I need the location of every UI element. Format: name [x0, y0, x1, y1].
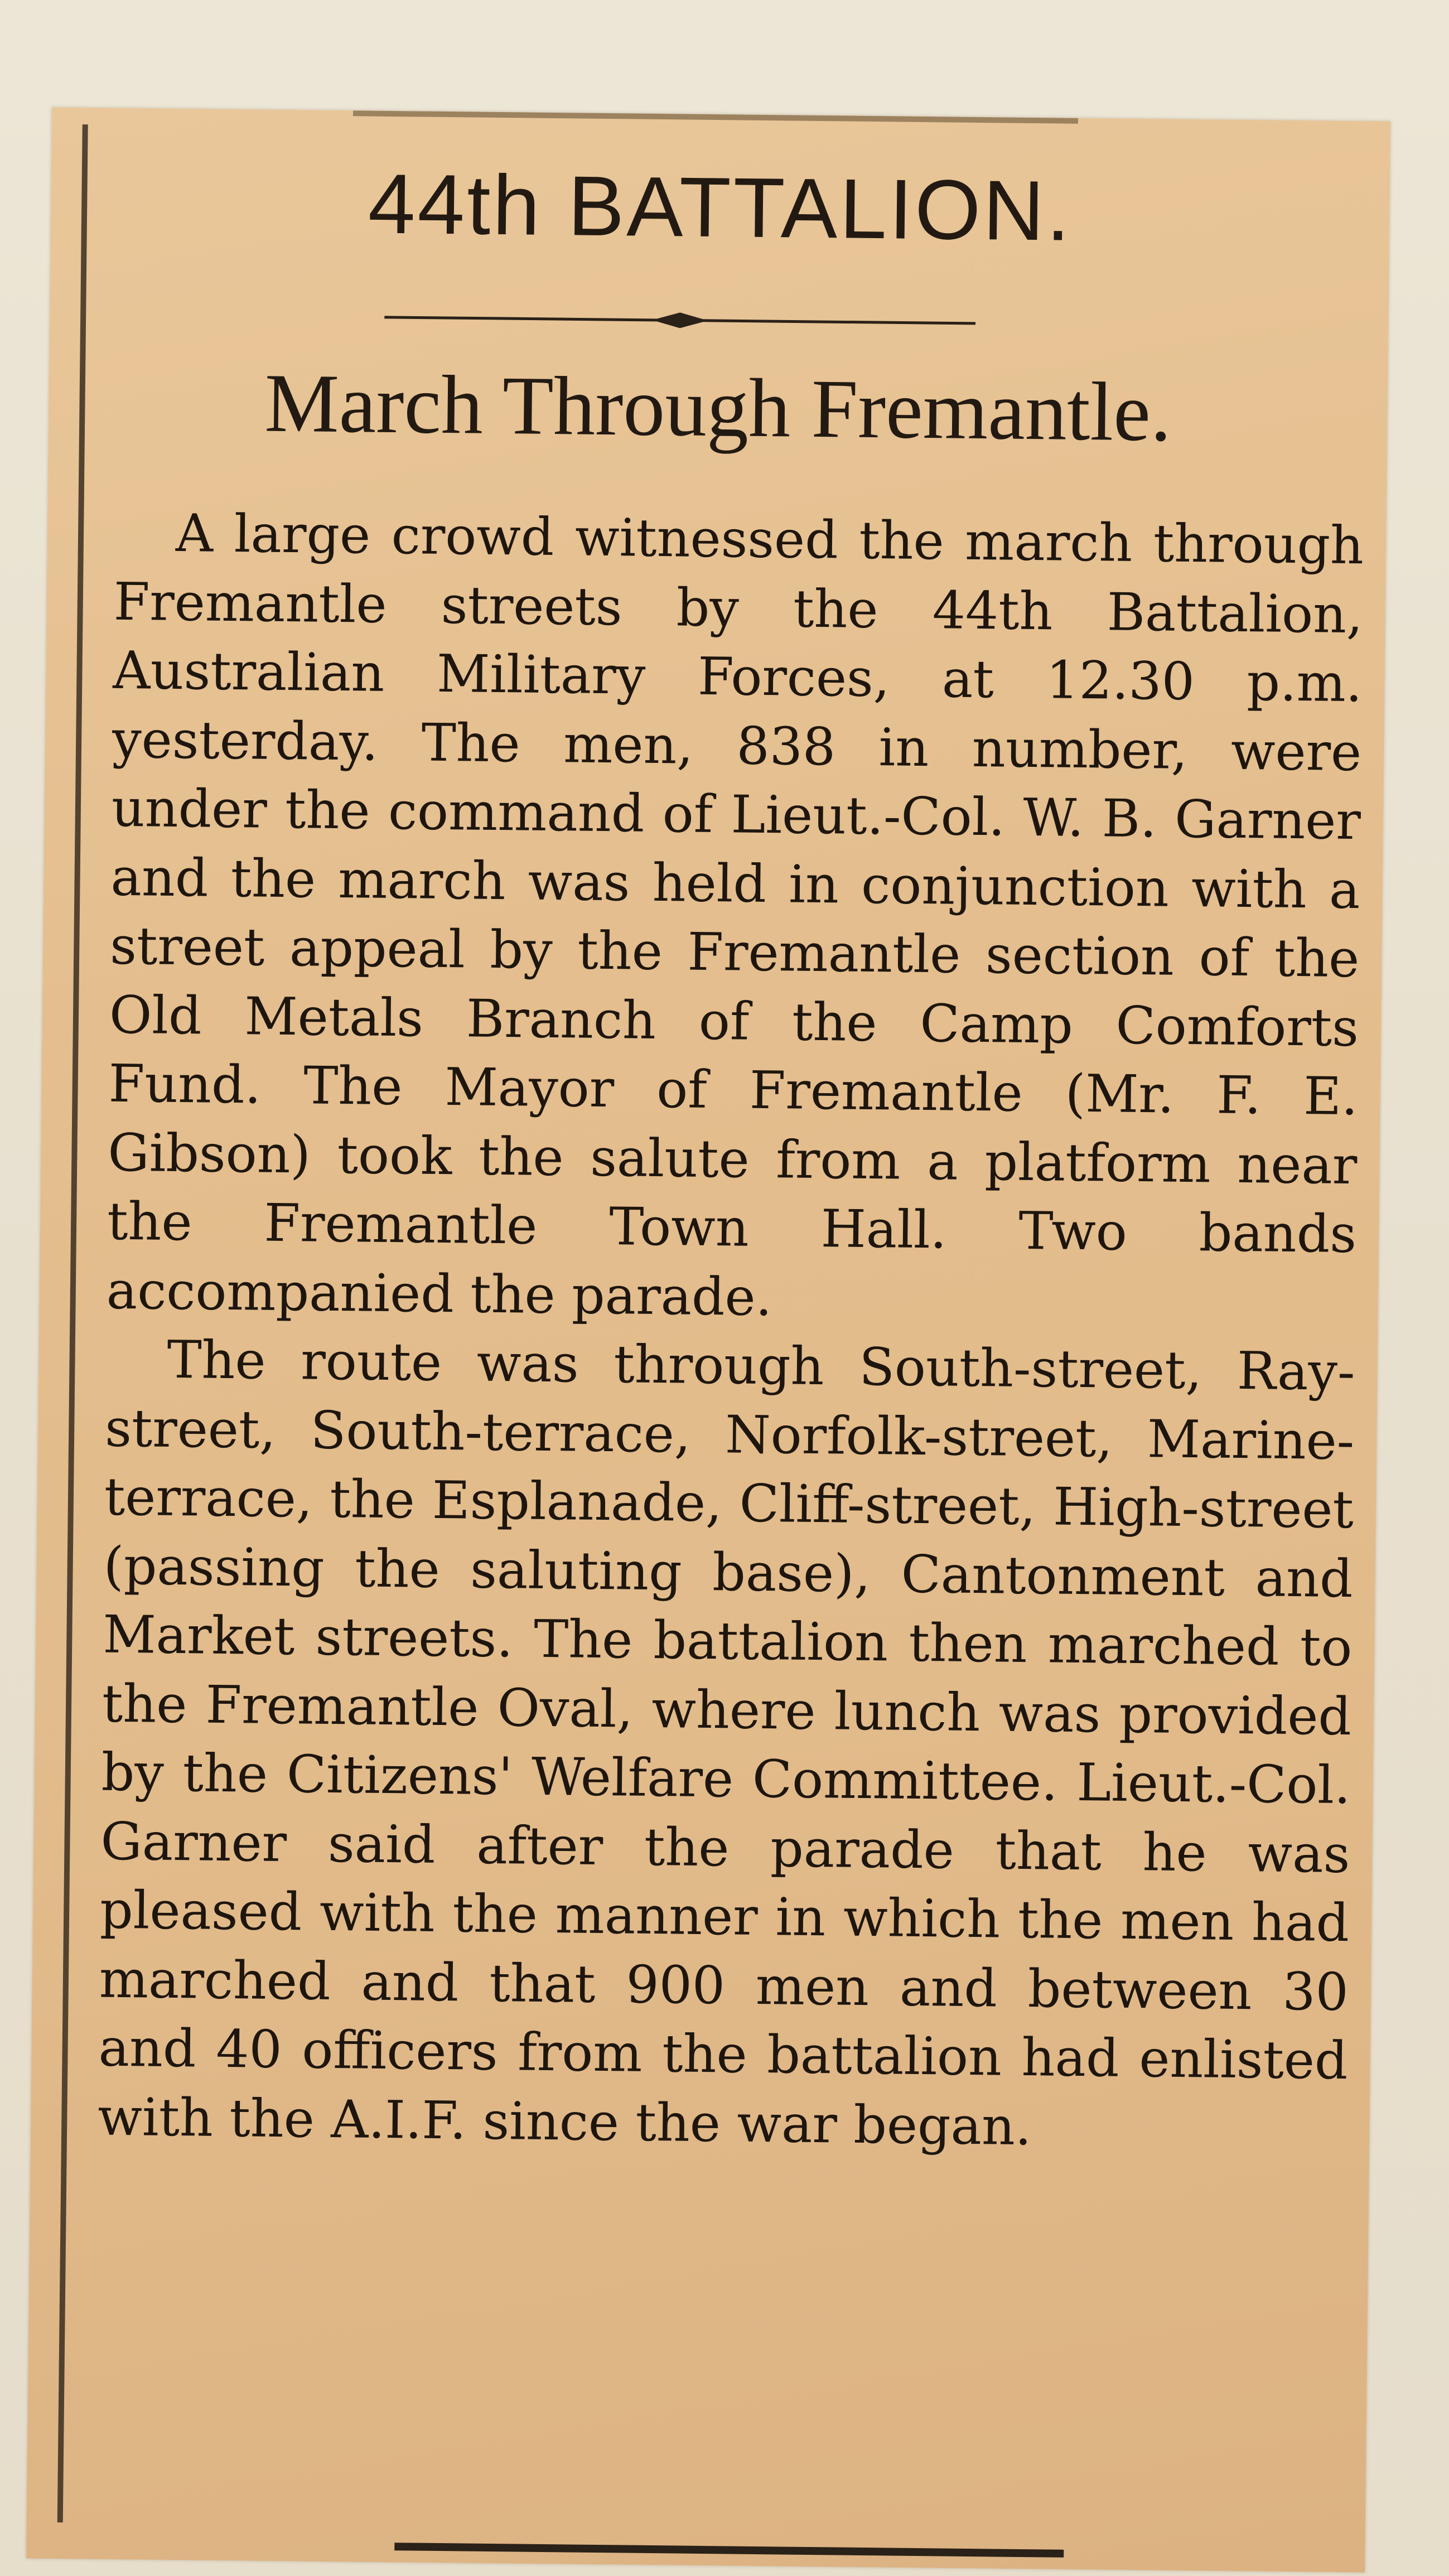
bottom-rule [394, 2543, 1064, 2558]
article-paragraph: A large crowd witnessed the march through Fremantle streets by the 44th Battalion, Australian Military Forces, at 12.30 p.m. yesterday. The men, 838 in number, were under the command of Lieut.-Col. W. B. Garner and the march was held in conjunction with a street appeal by the Fremantle section of the Old Metals Branch of the Camp Comforts Fund. The Mayor of Fremantle (Mr. F. E. Gibson) took the salute from a platform near the Fremantle Town Hall. Two bands accompanied the parade. [106, 502, 1364, 1327]
newspaper-clipping [26, 108, 1390, 2573]
headline: 44th BATTALION. [368, 156, 1073, 259]
column-rule [57, 124, 88, 2522]
subheadline: March Through Fremantle. [264, 356, 1172, 459]
article-paragraph: The route was through South-street, Ray-street, South-terrace, Norfolk-street, Marine-terrace, the Esplanade, Cliff-street, High-street (passing the saluting base), Cantonment and Market streets. The battalion then marched to the Fremantle Oval, where lunch was provided by the Citizens' Welfare Committee. Lieut.-Col. Garner said after the parade that he was pleased with the manner in which the men had marched and that 900 men and between 30 and 40 officers from the battalion had enlisted with the A.I.F. since the war began. [97, 1329, 1356, 2157]
article-body [98, 499, 1364, 2164]
ornament-divider [384, 306, 975, 335]
